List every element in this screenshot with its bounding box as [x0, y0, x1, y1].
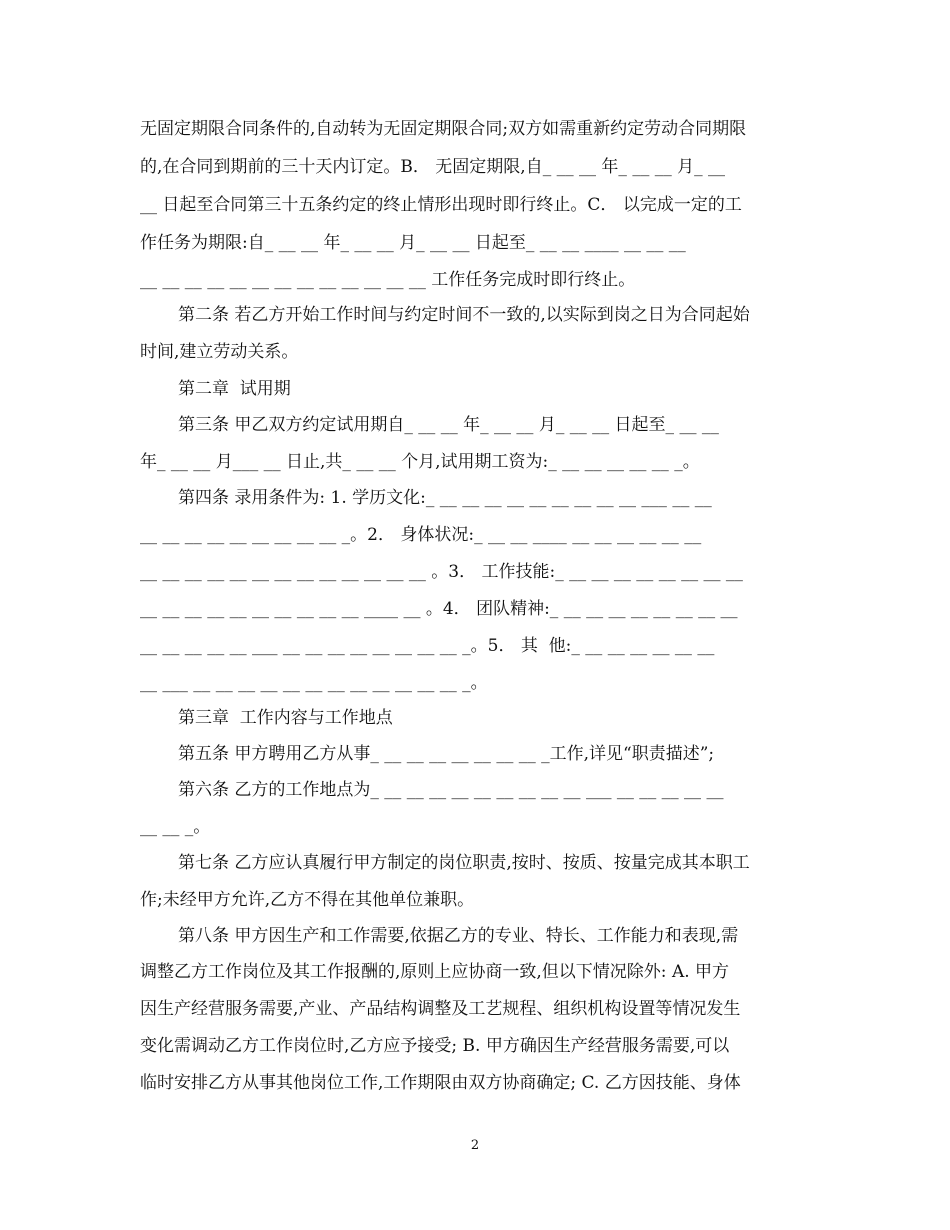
text-line: 变化需调动乙方工作岗位时,乙方应予接受; B. 甲方确因生产经营服务需要,可以: [140, 1036, 730, 1056]
article-2-line: 第二条 若乙方开始工作时间与约定时间不一致的,以实际到岗之日为合同起始: [178, 305, 750, 325]
article-6-line: 第六条 乙方的工作地点为_ __ __ __ __ __ __ __ __ __ ___ __ __ __ __ __: [178, 780, 724, 800]
article-4-line: 第四条 录用条件为: 1. 学历文化:_ __ __ __ __ __ __ __ __ __ ___ __ __: [178, 488, 712, 508]
text-line: 无固定期限合同条件的,自动转为无固定期限合同;双方如需重新约定劳动合同期限: [140, 119, 747, 139]
text-line: 调整乙方工作岗位及其工作报酬的,原则上应协商一致,但以下情况除外: A. 甲方: [140, 962, 730, 982]
text-line: 作;未经甲方允许,乙方不得在其他单位兼职。: [140, 890, 475, 910]
article-8-line: 第八条 甲方因生产和工作需要,依据乙方的专业、特长、工作能力和表现,需: [178, 926, 739, 946]
text-line: 的,在合同到期前的三十天内订定。B． 无固定期限,自_ __ __ 年_ __ __ 月_ __: [140, 157, 726, 177]
article-3-line: 第三条 甲乙双方约定试用期自_ __ __ 年_ __ __ 月_ __ __ 日起至_ __ __: [178, 415, 719, 435]
chapter-heading: 第三章 工作内容与工作地点: [178, 708, 393, 728]
text-line: 作任务为期限:自_ __ __ 年_ __ __ 月_ __ __ 日起至_ __ __ ____ __ __ __: [140, 233, 686, 253]
text-line: __ 日起至合同第三十五条约定的终止情形出现时即行终止。C． 以完成一定的工: [140, 195, 742, 215]
page-number: 2: [470, 1138, 480, 1153]
text-line: 年_ __ __ 月___ __ 日止,共_ __ __ 个月,试用期工资为:_ __ __ __ __ __ _。: [140, 452, 700, 472]
text-line: 时间,建立劳动关系。: [140, 342, 299, 362]
text-line: 临时安排乙方从事其他岗位工作,工作期限由双方协商确定; C. 乙方因技能、身体: [140, 1073, 741, 1093]
text-line: __ ___ __ __ __ __ __ __ __ __ __ __ __ __ _。: [140, 673, 488, 693]
text-line: __ __ _。: [140, 817, 211, 837]
text-line: __ __ __ __ __ __ __ __ __ __ __ __ __ 。3． 工作技能:_ __ __ __ __ __ __ __ __: [140, 562, 743, 582]
text-line: __ __ __ __ __ ___ __ __ __ __ __ __ __ __ _。5． 其 他:_ __ __ __ __ __ __: [140, 636, 715, 656]
text-line: __ __ __ __ __ __ __ __ __ __ __ __ __ 工作任务完成时即行终止。: [140, 270, 636, 290]
article-7-line: 第七条 乙方应认真履行甲方制定的岗位职责,按时、按质、按量完成其本职工: [178, 853, 750, 873]
text-line: 因生产经营服务需要,产业、产品结构调整及工艺规程、组织机构设置等情况发生: [140, 999, 741, 1019]
article-5-line: 第五条 甲方聘用乙方从事_ __ __ __ __ __ __ __ _工作,详见“职责描述”;: [178, 744, 715, 764]
chapter-heading: 第二章 试用期: [178, 379, 291, 399]
text-line: __ __ __ __ __ __ __ __ __ __ ____ __ 。4． 团队精神:_ __ __ __ __ __ __ __ __: [140, 599, 738, 619]
text-line: __ __ __ __ __ __ __ __ __ _。2． 身体状况:_ __ __ ____ __ __ __ __ __ __: [140, 525, 702, 545]
